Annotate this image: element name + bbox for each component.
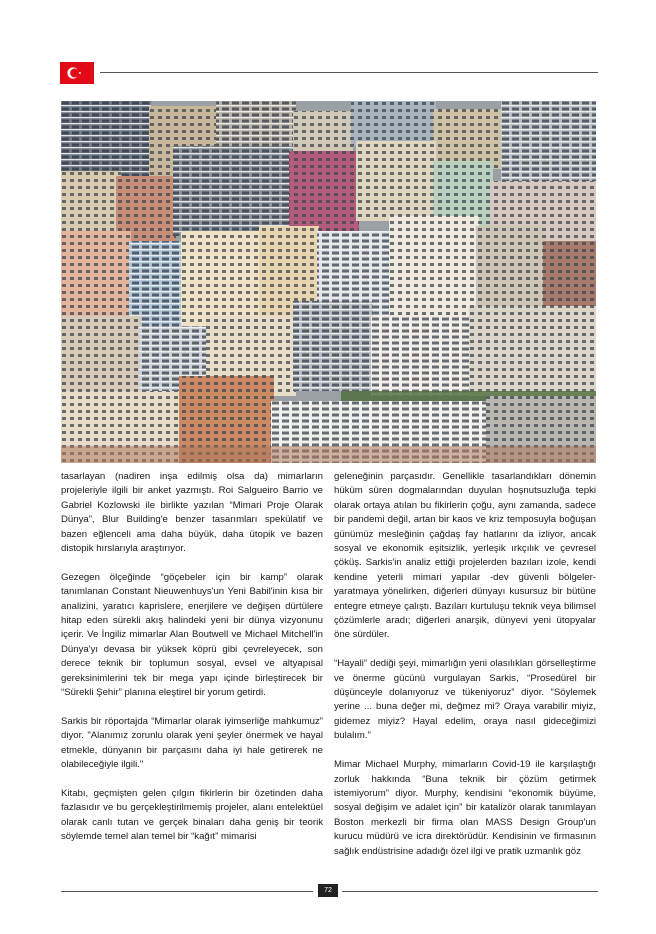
paragraph: Mimar Michael Murphy, mimarların Covid-19 ile karşılaştığı zorluk hakkında “Buna teknik bir çözüm getirmek istemiyorum” diyor. Murphy, kendisini “ekonomik büyüme, sosyal değişim ve adalet için” bir katalizör olarak tanımlayan Boston merkezli bir firma olan MASS Design Group'un kurucu müdürü ve icra direktörüdür. Kendisinin ve firmasının sağlık endüstrisine adadığı özel ilgi ve pratik uzmanlık göz xyxy=(334,759,596,857)
text-column-right xyxy=(334,470,596,873)
paragraph: Kitabı, geçmişten gelen çılgın fikirlerin bir özetinden daha fazlasıdır ve bu gerçekleştirilmemiş projeler, alanı entelektüel olarak canlı tutan ve gerçek binaları daha geniş bir teorik söylemde temel alan temel bir “kağıt” mimarisi xyxy=(61,787,323,843)
turkey-flag-icon xyxy=(60,62,94,84)
footer-rule-left xyxy=(61,891,313,892)
text-column-left xyxy=(61,470,323,859)
paragraph: geleneğinin parçasıdır. Genellikle tasarlandıkları dönemin hüküm süren dogmalarından duyulan hoşnutsuzluğa tepki olarak ortaya atılan bu fikirlerin çoğu, aynı zamanda, sadece bir pandemi değil, artan bir kaos ve kriz temposuyla boğuşan günümüz mesleğinin çağdaş fay hatlarını da izliyor, ancak sosyal ve ekonomik eşitsizlik, yerleşik ırkçılık ve çevresel çöküş. Sarkis'in analiz ettiği projelerden bazıları izole, kendi kendine yeterli mimari yapılar -dev güvenli bölgeler- yaratmaya yönelirken, diğerleri dünyayı kusursuz bir bütüne entegre etmeye çalıştı. Bazıları kurtuluşu teknik veya bilimsel çözümlerle aradı; diğerleri anarşik, dünyevi yeni ütopyalar öne sürdüler. xyxy=(334,471,596,641)
paragraph: tasarlayan (nadiren inşa edilmiş olsa da) mimarların projeleriyle ilgili bir anket yazmıştı. Roi Salgueiro Barrio ve Gabriel Kozlowski ile birlikte yazılan “Mimari Proje Olarak Dünya”, Blur Building'e benzer tasarımları spekülatif ve bazen eğlenceli ama daha büyük, daha ütopik ve bazen distopik hırslarıyla araştırıyor. xyxy=(61,471,323,555)
city-photo xyxy=(61,101,596,463)
paragraph: Sarkis bir röportajda “Mimarlar olarak iyimserliğe mahkumuz” diyor. "Alanımız zorunlu olarak yeni şeyler önermek ve hayal etmekle, dünyanın bir parçasını daha iyi hale getirerek ne olabileceğiyle ilgili." xyxy=(61,715,323,771)
paragraph: “Hayali” dediği şeyi, mimarlığın yeni olasılıkları görselleştirme ve önerme gücünü vurgulayan Sarkis, “Prosedürel bir düşünceyle dolanıyoruz ve tükeniyoruz” diyor. “Söylemek yerine ... buna değer mi, değmez mi? Oraya varabilir miyiz, gidemez miyiz? Hayal edelim, oraya nasıl gideceğimizi bulalım.” xyxy=(334,658,596,742)
header-rule xyxy=(100,72,598,73)
footer-rule-right xyxy=(342,891,598,892)
paragraph: Gezegen ölçeğinde “göçebeler için bir kamp” olarak tanımlanan Constant Nieuwenhuys'un Yeni Babil'inin kısa bir analizini, yaratıcı kaprislere, enerjilere ve değişen dürtülere hitap eden sürekli akış halindeki yeni bir dünya vizyonunu içerir. Ve İngiliz mimarlar Alan Boutwell ve Michael Mitchell'in Dünya'yı devasa bir yüksek köprü gibi çevreleyecek, son derece teknik bir toplumun sosyal, evsel ve altyapısal gereksinimlerini tek bir mega yapı içinde birleştirecek bir “Sürekli Şehir” planına eleştirel bir yorum getirdi. xyxy=(61,571,323,699)
page-number: 72 xyxy=(318,884,338,897)
